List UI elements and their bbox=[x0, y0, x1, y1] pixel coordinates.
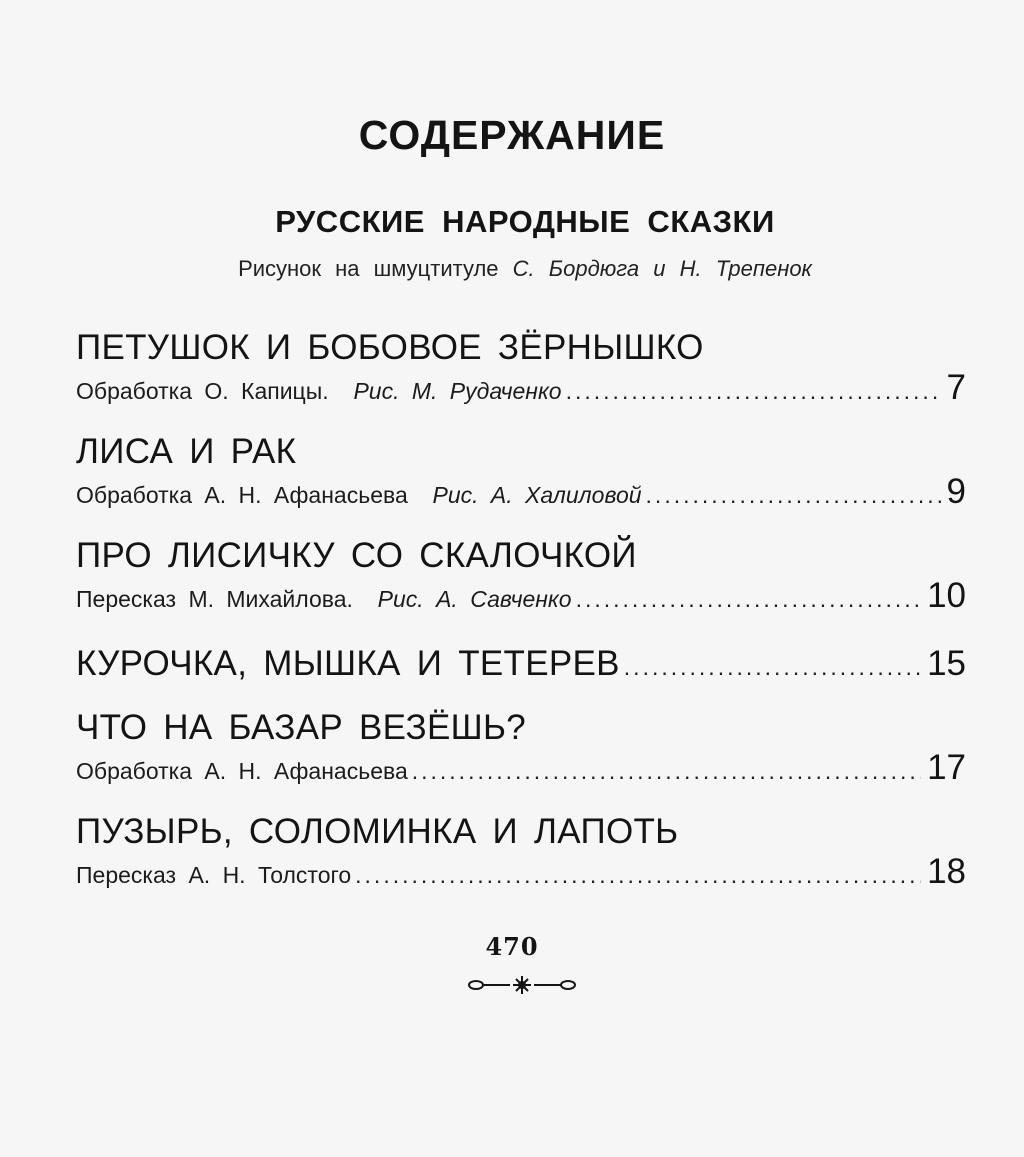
toc-entry-illustrator: Рис. А. Халиловой bbox=[432, 482, 642, 508]
toc-entry-illustrator: Рис. А. Савченко bbox=[377, 586, 572, 612]
toc-entry-title[interactable]: КУРОЧКА, МЫШКА И ТЕТЕРЕВ bbox=[76, 644, 620, 683]
toc-entry-credit: Обработка А. Н. Афанасьева bbox=[76, 758, 408, 784]
toc-entry-page[interactable]: 10 bbox=[927, 576, 966, 615]
toc-entry[interactable] bbox=[76, 536, 966, 616]
toc-entry-credit: Обработка А. Н. Афанасьева Рис. А. Халиловой bbox=[76, 482, 642, 508]
toc-entry-page[interactable]: 9 bbox=[946, 472, 966, 511]
toc-entry[interactable] bbox=[76, 432, 966, 512]
section-illustration-note bbox=[120, 256, 930, 282]
toc-entry[interactable] bbox=[76, 644, 966, 684]
floral-divider-icon bbox=[462, 970, 582, 1000]
toc-entry-title[interactable]: ПУЗЫРЬ, СОЛОМИНКА И ЛАПОТЬ bbox=[76, 812, 679, 851]
page-number: 470 bbox=[485, 932, 539, 961]
illustration-note-prefix: Рисунок на шмуцтитуле bbox=[238, 256, 499, 281]
section-title: РУССКИЕ НАРОДНЫЕ СКАЗКИ bbox=[275, 204, 775, 239]
toc-entry[interactable] bbox=[76, 708, 966, 788]
dot-leader bbox=[412, 758, 921, 785]
dot-leader bbox=[646, 482, 941, 509]
toc-entry-title[interactable]: ПЕТУШОК И БОБОВОЕ ЗЁРНЫШКО bbox=[76, 328, 704, 367]
dot-leader bbox=[355, 862, 921, 889]
page-title: СОДЕРЖАНИЕ bbox=[358, 112, 666, 158]
toc-entry-title[interactable]: ЧТО НА БАЗАР ВЕЗЁШЬ? bbox=[76, 708, 527, 747]
toc-entry-credit: Обработка О. Капицы. Рис. М. Рудаченко bbox=[76, 378, 562, 404]
dot-leader bbox=[624, 654, 921, 681]
toc-entry[interactable] bbox=[76, 812, 966, 892]
toc-entry-credit: Пересказ М. Михайлова. Рис. А. Савченко bbox=[76, 586, 572, 612]
toc-entry-title[interactable]: ЛИСА И РАК bbox=[76, 432, 297, 471]
dot-leader bbox=[566, 378, 941, 405]
illustration-note-artists: С. Бордюга и Н. Трепенок bbox=[512, 256, 812, 281]
toc-entry[interactable] bbox=[76, 328, 966, 408]
toc-entry-illustrator: Рис. М. Рудаченко bbox=[353, 378, 562, 404]
toc-entry-page[interactable]: 17 bbox=[927, 748, 966, 787]
dot-leader bbox=[576, 586, 921, 613]
toc-entry-credit: Пересказ А. Н. Толстого bbox=[76, 862, 352, 888]
toc-entry-page[interactable]: 18 bbox=[927, 852, 966, 891]
toc-entry-page[interactable]: 7 bbox=[946, 368, 966, 407]
toc-entry-page[interactable]: 15 bbox=[927, 644, 966, 683]
toc-entry-title[interactable]: ПРО ЛИСИЧКУ СО СКАЛОЧКОЙ bbox=[76, 536, 637, 575]
